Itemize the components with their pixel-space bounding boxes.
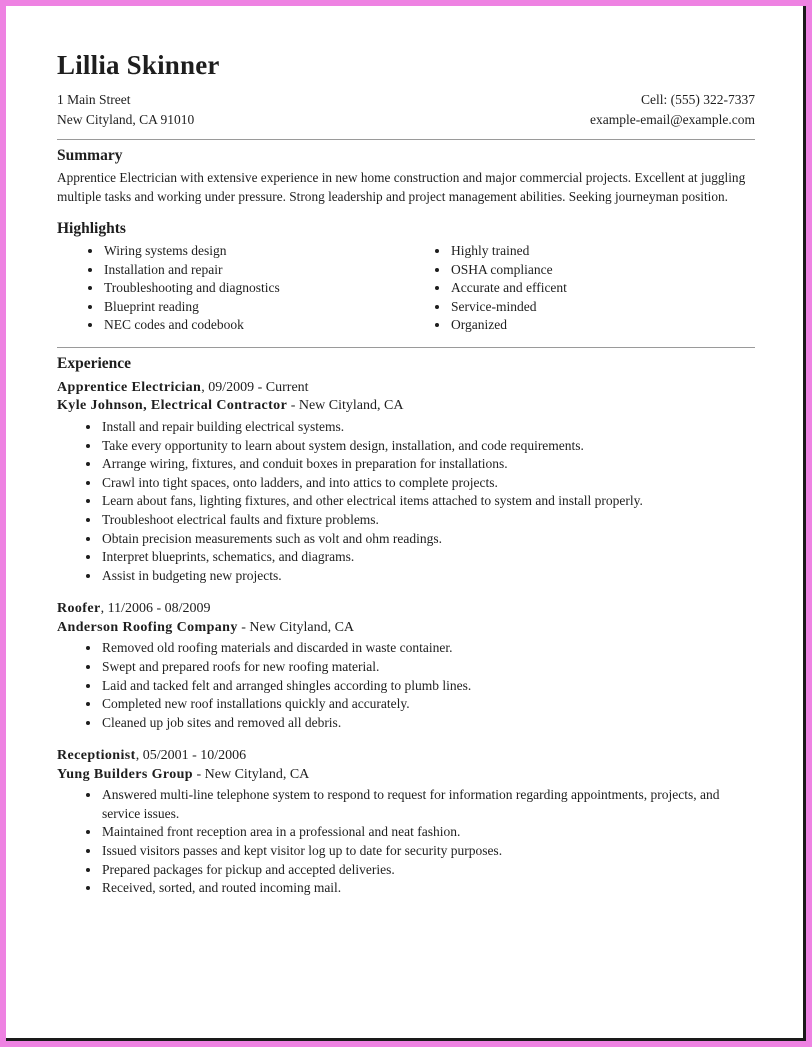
job-company: Anderson Roofing Company <box>57 619 238 635</box>
contact-block <box>57 90 755 130</box>
job-title: Apprentice Electrician <box>57 379 202 395</box>
summary-text: Apprentice Electrician with extensive experience in new home construction and major commercial projects. Excellent at juggling multiple tasks and working under pressure. Strong leadership and project management abilities. Seeking journeyman position. <box>57 170 746 204</box>
job-bullet: • Assist in budgeting new projects. <box>101 567 755 586</box>
highlight-item: • Service-minded <box>450 298 755 317</box>
highlight-item: • NEC codes and codebook <box>103 316 404 335</box>
contact-details <box>590 90 755 130</box>
job-bullet: • Install and repair building electrical systems. <box>101 418 755 437</box>
highlight-item: • Troubleshooting and diagnostics <box>103 279 404 298</box>
job-bullet: • Crawl into tight spaces, onto ladders, and into attics to complete projects. <box>101 474 755 493</box>
highlight-item: • OSHA compliance <box>450 261 755 280</box>
job-bullet: • Received, sorted, and routed incoming mail. <box>101 879 755 898</box>
job-bullet: • Maintained front reception area in a professional and neat fashion. <box>101 823 755 842</box>
job-location: - New Cityland, CA <box>237 619 355 635</box>
job-company: Kyle Johnson, Electrical Contractor <box>57 398 288 414</box>
phone-number: Cell: (555) 322-7337 <box>641 92 755 107</box>
job-location: - New Cityland, CA <box>193 766 310 782</box>
job-bullet: • Removed old roofing materials and discarded in waste container. <box>101 639 755 658</box>
job-bullet: • Cleaned up job sites and removed all debris. <box>101 714 755 733</box>
highlight-item: • Installation and repair <box>103 261 404 280</box>
job-bullet: • Arrange wiring, fixtures, and conduit boxes in preparation for installations. <box>101 455 755 474</box>
job-bullet: • Learn about fans, lighting fixtures, and other electrical items attached to system and install properly. <box>101 492 755 511</box>
highlight-item: • Highly trained <box>450 242 755 261</box>
job-bullet: • Laid and tacked felt and arranged shingles according to plumb lines. <box>101 677 755 696</box>
email-address: example-email@example.com <box>590 112 755 127</box>
job-dates: , 05/2001 - 10/2006 <box>135 748 247 764</box>
job-title-line <box>57 379 755 398</box>
job-title: Receptionist <box>57 748 136 764</box>
job-company-line <box>57 397 755 416</box>
highlights-column-1 <box>57 242 404 335</box>
job-bullet-list <box>57 639 755 732</box>
resume-content <box>57 50 755 898</box>
contact-address <box>57 90 194 130</box>
section-divider <box>57 347 755 348</box>
job-bullet: • Completed new roof installations quickly and accurately. <box>101 695 755 714</box>
section-heading-highlights: Highlights <box>57 220 126 237</box>
job-title-line <box>57 600 755 619</box>
highlight-item: • Blueprint reading <box>103 298 404 317</box>
job-entry <box>57 379 755 585</box>
job-bullet-list <box>57 418 755 585</box>
address-line-1: 1 Main Street <box>57 92 131 107</box>
job-bullet-list <box>57 786 755 898</box>
job-location: - New Cityland, CA <box>287 398 404 414</box>
highlight-item: • Accurate and efficent <box>450 279 755 298</box>
page-shadow-right <box>803 6 806 1041</box>
job-company-line <box>57 619 755 638</box>
header-divider <box>57 139 755 140</box>
job-bullet: • Interpret blueprints, schematics, and diagrams. <box>101 548 755 567</box>
resume-name: Lillia Skinner <box>57 50 220 80</box>
job-bullet: • Obtain precision measurements such as volt and ohm readings. <box>101 530 755 549</box>
highlight-item: • Organized <box>450 316 755 335</box>
job-dates: , 11/2006 - 08/2009 <box>100 601 211 617</box>
job-company: Yung Builders Group <box>57 766 193 782</box>
job-bullet: • Troubleshoot electrical faults and fixture problems. <box>101 511 755 530</box>
section-heading-summary: Summary <box>57 147 123 164</box>
job-title-line <box>57 747 755 766</box>
job-bullet: • Swept and prepared roofs for new roofing material. <box>101 658 755 677</box>
job-bullet: • Issued visitors passes and kept visitor log up to date for security purposes. <box>101 842 755 861</box>
address-line-2: New Cityland, CA 91010 <box>57 112 195 127</box>
highlight-item: • Wiring systems design <box>103 242 404 261</box>
job-entry <box>57 747 755 898</box>
job-bullet: • Prepared packages for pickup and accepted deliveries. <box>101 861 755 880</box>
job-entry <box>57 600 755 732</box>
job-company-line <box>57 766 755 785</box>
job-bullet: • Take every opportunity to learn about system design, installation, and code requirements. <box>101 437 755 456</box>
job-dates: , 09/2009 - Current <box>201 379 309 395</box>
highlights-column-2 <box>404 242 755 335</box>
job-bullet: • Answered multi-line telephone system to respond to request for information regarding appointments, projects, and service issues. <box>101 786 755 823</box>
section-heading-experience: Experience <box>57 354 132 372</box>
highlights-list <box>57 242 755 335</box>
job-title: Roofer <box>57 601 101 617</box>
page-shadow-bottom <box>6 1038 806 1041</box>
